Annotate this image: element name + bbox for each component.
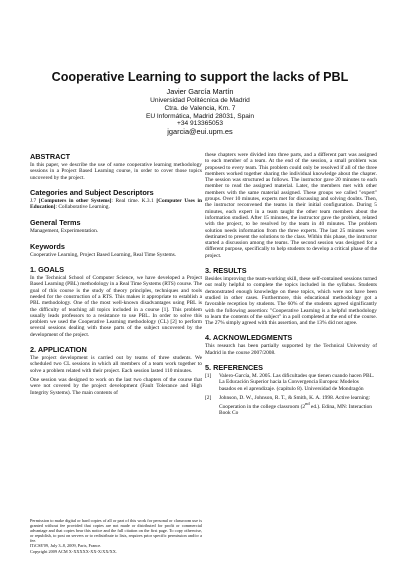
general-terms-section	[30, 218, 202, 234]
permission-text: Permission to make digital or hard copies of all or part of this work for personal or classroom use is granted without fee provided that copies are not made or distributed for profit or commercial advantage and that copies bear this notice and the full citation on the first page. To copy otherwise, or republish, to post on servers or to redistribute to lists, requires prior specific permission and/or a fee.	[30, 518, 202, 544]
permission-notice	[30, 518, 202, 554]
abstract-text: In this paper, we describe the use of some cooperative learning methodology sessions in a Project Based Learning course, in order to cover those topics uncovered by the project.	[30, 162, 202, 181]
author-name: Javier García Martín	[166, 87, 234, 96]
results-heading: 3. RESULTS	[205, 266, 247, 276]
application-heading: 2. APPLICATION	[30, 345, 87, 355]
keywords-heading: Keywords	[30, 241, 65, 251]
results-section	[205, 266, 377, 326]
reference-item	[205, 373, 377, 392]
paper-title: Cooperative Learning to support the lacks of PBL	[51, 70, 349, 84]
conference-line: ITiCSE'09, July 3–8, 2009, Paris, France.	[30, 543, 102, 549]
goals-heading: 1. GOALS	[30, 265, 65, 275]
general-terms-text: Management, Experimentation.	[30, 228, 99, 235]
reference-number: [2]	[205, 394, 212, 401]
categories-section	[30, 188, 202, 211]
right-column	[205, 152, 377, 420]
abstract-section	[30, 152, 202, 181]
reference-number: [1]	[205, 373, 212, 380]
keywords-section	[30, 242, 202, 258]
application-section	[30, 345, 202, 396]
reference-item	[205, 395, 377, 417]
references-section	[205, 363, 377, 417]
affiliation-line: +34 913365053	[176, 120, 224, 127]
affiliation-line: Universidad Politécnica de Madrid	[150, 97, 250, 104]
acknowledgments-text: This research has been partially supported by the Technical University of Madrid in the course 2007/2008.	[205, 343, 377, 356]
acknowledgments-section	[205, 333, 377, 356]
reference-text: Valero-García, M. 2005. Las dificultades que tienen cuando hacen PBL. La Educación Superior hacia la Convergencia Europea: Modelos basados en el aprendizaje. (capítulo 8). Universidad de Mondragón	[219, 373, 375, 392]
results-text: Besides improving the team-working skill, these self-contained sessions turned out really helpful to complete the topics included in the syllabus. Students demonstrated enough knowledge on these topics, which were not have been studied in other cases. Furthermore, this educational methodology got a favorable reception by students. The 60% of the students agreed significantly with the following assertion: "Cooperative Learning is a helpful methodology to learn the contents of the subject" in a poll completed at the end of the course. The 27% simply agreed with this assertion, and the 13% did not agree.	[205, 276, 377, 327]
affiliation-line: EU Informática, Madrid 28031, Spain	[145, 113, 255, 120]
goals-section	[30, 265, 202, 338]
application-continued: these chapters were divided into three parts, and a different part was assigned to each member of a team. At the end of the session, a small problem was proposed to every team. This problem could only be resolved if all of the three members worked together sharing the individual knowledge about the chapter. The session was structured as follows. The instructor gave 20 minutes to each member to read the assigned material. Later, the members met with other members with the same material assigned. These groups we called "expert" groups. Over 10 minutes, experts met for discussing and solving doubts. Then, the instructor reconvened the teams in their initial configuration. During 5 minutes, each expert in a team taught the other team members about the information studied. After 15 minutes, the instructor gave the problem, related with the project, to be resolved by the team in 40 minutes. The problem solution needs information from the three experts. The last 25 minutes were destinated to present the solutions to the class. Within this phase, the instructor started a discussion among the teams. The second session was designed for a different purpose, specifically to help students to develop a critical phase of the project.	[205, 152, 377, 259]
left-column	[30, 152, 202, 399]
references-heading: 5. REFERENCES	[205, 363, 263, 373]
application-paragraph: The project development is carried out by teams of three students. We scheduled two CL sessions in which all members of a team work together to solve a problem related with their project. Each session lasted 110 minutes.	[30, 355, 202, 374]
acknowledgments-heading: 4. ACKNOWLEDGMENTS	[205, 333, 293, 343]
goals-text: In the Technical School of Computer Science, we have developed a Project Based Learning (PBL) methodology in a Real Time Systems (RTS) course. The goal of this course is the study of theory principles, techniques and tools needed for the construction of a RTS. This makes it appropriate to establish a PBL methodology. One of the most well-known disadvantages using PBL is the difficulty of teaching all topics included in a course [1]. This problem usually leads professors to a resistance to use PBL. In order to solve this problem we used the Cooperative Learning methodology (CL) [2] to perform several sessions dealing with those parts of the subject uncovered by the development of the project.	[30, 275, 202, 338]
general-terms-heading: General Terms	[30, 218, 81, 228]
categories-heading: Categories and Subject Descriptors	[30, 187, 154, 197]
keywords-text: Cooperative Learning, Project Based Learning, Real Time Systems.	[30, 251, 177, 258]
affiliation-line: Ctra. de Valencia, Km. 7	[164, 105, 236, 112]
copyright-line: Copyright 2009 ACM X-XXXXX-XX-X/XX/XX.	[30, 548, 117, 554]
categories-text: J.7 [Computers in other Systems]: Real time. K.3.1 [Computer Uses in Education]: Collaborative Learning.	[30, 197, 202, 211]
application-paragraph: One session was designed to work on the last two chapters of the course that were not covered by the project development (Fault Tolerance and High Integrity Systems). The main contents of	[30, 376, 202, 396]
abstract-heading: ABSTRACT	[30, 152, 71, 161]
author-email: jgarcia@eui.upm.es	[167, 127, 233, 136]
reference-text: Johnson, D. W., Johnson, R. T., & Smith, K. A. 1998. Active learning: Cooperation in the college classroom (2nd ed.). Edina, MN: Interaction Book Co	[219, 394, 372, 417]
